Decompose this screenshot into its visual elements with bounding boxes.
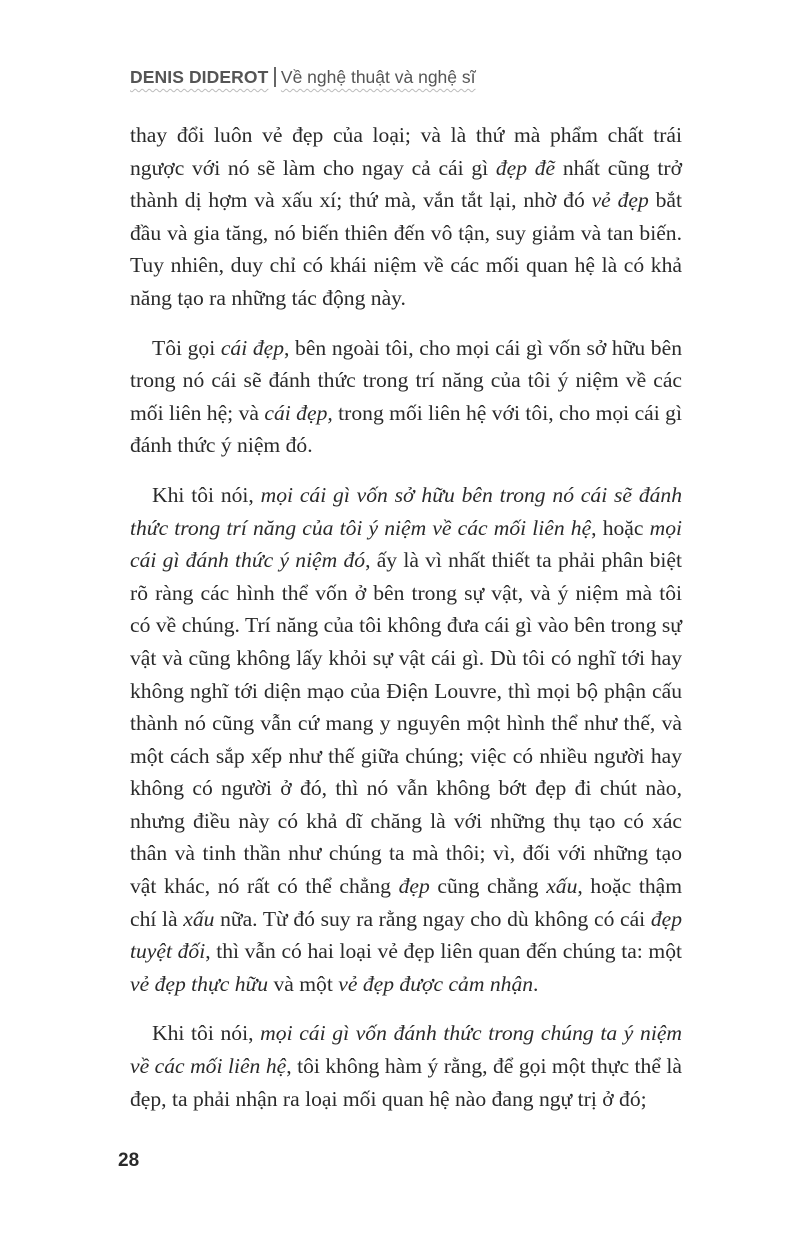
italic-text: xấu	[183, 906, 215, 931]
italic-text: cái đẹp,	[264, 400, 333, 425]
italic-text: vẻ đẹp	[591, 188, 649, 213]
text-run: cũng chẳng	[429, 874, 547, 899]
italic-text: đẹp tuyệt đối	[130, 906, 683, 964]
paragraph	[130, 332, 682, 462]
italic-text: mọi cái gì đánh thức ý niệm đó	[130, 515, 682, 573]
text-run: nhất cũng trở thành dị hợm và xấu xí; thứ mà, vắn tắt lại, nhờ đó	[130, 155, 683, 213]
text-run: , bên ngoài tôi, cho mọi cái gì vốn sở hữu bên trong nó cái sẽ đánh thức trong trí năng của tôi ý niệm về các mối liên hệ; và	[130, 335, 682, 425]
italic-text: mọi cái gì vốn đánh thức trong chúng ta ý niệm về các mối liên hệ	[130, 1021, 682, 1079]
running-header	[130, 66, 476, 88]
text-run: , hoặc thậm chí là	[130, 874, 682, 931]
italic-text: vẻ đẹp thực hữu	[130, 971, 269, 996]
italic-text: đẹp đẽ	[495, 155, 556, 180]
text-run: và một	[268, 971, 339, 996]
text-run: Khi tôi nói,	[152, 482, 261, 507]
text-run: , tôi không hàm ý rằng, để gọi một thực thể là đẹp, ta phải nhận ra loại mối quan hệ nào đang ngự trị ở đó;	[130, 1054, 682, 1111]
header-separator	[274, 67, 276, 87]
italic-text: vẻ đẹp được cảm nhận	[338, 971, 534, 996]
text-run: , thì vẫn có hai loại vẻ đẹp liên quan đến chúng ta: một	[205, 939, 682, 964]
paragraph	[130, 479, 682, 1001]
text-run: trong mối liên hệ với tôi, cho mọi cái gì đánh thức ý niệm đó.	[130, 400, 682, 458]
text-run: bắt đầu và gia tăng, nó biến thiên đến vô tận, suy giảm và tan biến. Tuy nhiên, duy chỉ có khái niệm về các mối quan hệ là có khả năng tạo ra những tác động này.	[130, 188, 682, 310]
text-run: .	[533, 971, 539, 996]
page-body-text	[130, 119, 682, 1132]
paragraph	[130, 119, 682, 315]
italic-text: cái đẹp	[220, 335, 285, 360]
text-run: thay đổi luôn vẻ đẹp của loại; và là thứ mà phẩm chất trái ngược với nó sẽ làm cho ngay cả cái gì	[130, 123, 682, 180]
paragraph	[130, 1017, 682, 1115]
text-run: , ấy là vì nhất thiết ta phải phân biệt rõ ràng các hình thể vốn ở bên trong sự vật, và ý niệm mà tôi có về chúng. Trí năng của tôi không đưa cái gì vào bên trong sự vật và cũng không lấy khỏi sự vật cái gì. Dù tôi có nghĩ tới hay không nghĩ tới diện mạo của Điện Louvre, thì mọi bộ phận cấu thành nó cũng vẫn cứ mang y nguyên một hình thể như thế, và một cách sắp xếp như thế giữa chúng; việc có nhiều người hay không có người ở đó, thì nó vẫn không bớt đẹp đi chút nào, nhưng điều này có khả dĩ chăng là với những thụ tạo có xác thân và tinh thần như chúng ta mà thôi; vì, đối với những tạo vật khác, nó rất có thể chẳng	[130, 548, 682, 899]
italic-text: xấu	[546, 874, 578, 899]
page-number: 28	[118, 1150, 140, 1171]
header-book-title: Về nghệ thuật và nghệ sĩ	[280, 67, 476, 87]
italic-text: mọi cái gì vốn sở hữu bên trong nó cái sẽ đánh thức trong trí năng của tôi ý niệm về các mối liên hệ	[130, 482, 683, 540]
italic-text: đẹp	[398, 874, 430, 899]
text-run: Khi tôi nói,	[152, 1021, 261, 1046]
header-author: DENIS DIDEROT	[130, 67, 269, 87]
text-run: nữa. Từ đó suy ra rằng ngay cho dù không có cái	[214, 906, 651, 931]
text-run: , hoặc	[591, 515, 650, 540]
text-run: Tôi gọi	[152, 335, 221, 360]
